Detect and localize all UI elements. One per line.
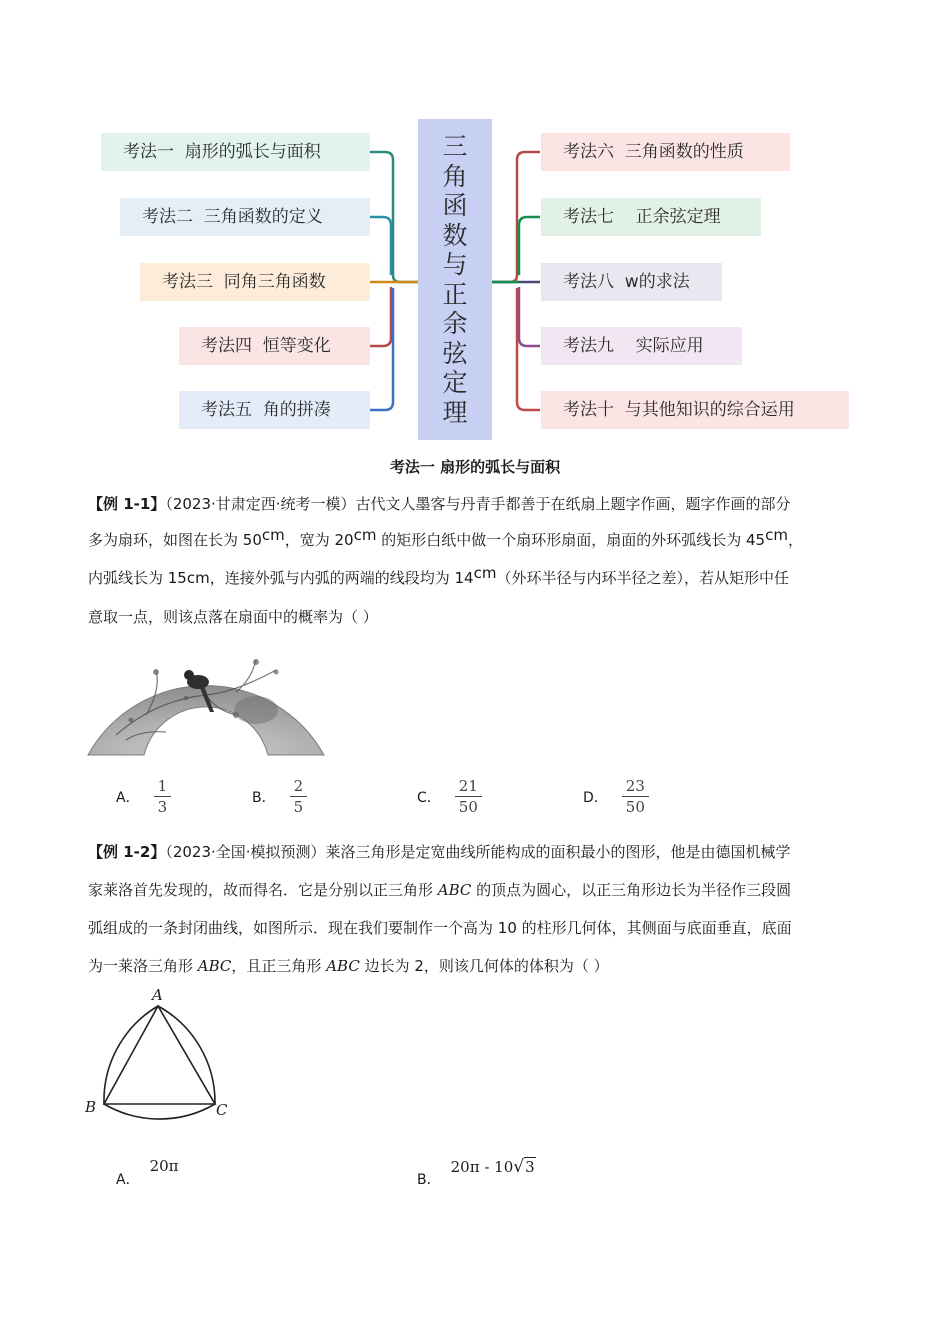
example2-option-b[interactable]	[417, 1157, 536, 1189]
example1-text-2a: 多为扇环，如图在长为 50	[88, 531, 262, 549]
vertex-b: B	[85, 1098, 97, 1116]
example1-option-c[interactable]	[417, 777, 480, 816]
vertex-a: A	[152, 986, 163, 1004]
example1-line4	[88, 600, 868, 634]
mindmap-left-label-3: 考法三 同角三角函数	[162, 272, 326, 292]
inner-triangle	[104, 1006, 215, 1104]
mindmap-left-label-4: 考法四 恒等变化	[201, 336, 331, 356]
center-char: 与	[442, 250, 468, 279]
numerator: 2	[293, 777, 304, 795]
example1-text-1: 古代文人墨客与丹青手都善于在纸扇上题字作画，题字作画的部分	[355, 495, 791, 513]
center-char: 数	[442, 220, 468, 250]
unit-cm: cm	[765, 526, 788, 544]
example2-option-a[interactable]	[116, 1157, 179, 1189]
center-char: 定	[442, 368, 468, 397]
connector-right-5	[517, 288, 540, 410]
example1-option-a[interactable]	[116, 777, 169, 816]
mindmap-right-label-3: 考法八 w的求法	[563, 272, 690, 292]
center-char: 余	[442, 309, 468, 338]
mindmap-right-item-1	[541, 133, 790, 171]
example2-text-4a: 为一莱洛三角形	[88, 957, 198, 975]
mindmap-left-item-1	[101, 133, 370, 171]
option-expression: 20π	[149, 1157, 179, 1175]
mindmap-right-item-2	[541, 198, 761, 236]
unit-cm: cm	[353, 526, 377, 544]
mindmap-right-label-4: 考法九 实际应用	[563, 336, 704, 356]
mindmap-left-item-5	[179, 391, 370, 429]
example1-option-b[interactable]	[252, 777, 305, 816]
connector-right-2	[519, 217, 540, 275]
option-letter: B．	[417, 1172, 441, 1188]
example1-source: （2023·甘肃定西·统考一模）	[165, 495, 356, 513]
example1-text-2b: ，宽为 20	[284, 531, 354, 549]
denominator: 50	[625, 798, 645, 816]
example2-text-3: 弧组成的一条封闭曲线，如图所示．现在我们要制作一个高为 10 的柱形几何体，其侧面与底面垂直，底面	[88, 919, 792, 937]
triangle-abc: ABC	[197, 957, 232, 975]
option-fraction	[624, 777, 647, 816]
example2-tag: 【例 1-2】	[88, 843, 166, 861]
numerator: 23	[625, 777, 645, 795]
example1-text-4: 意取一点，则该点落在扇面中的概率为（ ）	[88, 608, 378, 626]
example2-text-1: 莱洛三角形是定宽曲线所能构成的面积最小的图形，他是由德国机械学	[325, 843, 791, 861]
mindmap-right-label-5: 考法十 与其他知识的综合运用	[563, 400, 795, 420]
connector-right-4	[519, 287, 540, 346]
center-char: 理	[442, 397, 468, 427]
vertex-c: C	[216, 1101, 228, 1119]
example2-text-4c: 边长为 2，则该几何体的体积为（ ）	[359, 957, 609, 975]
mindmap-right-item-3	[541, 263, 722, 301]
mindmap-left-item-3	[140, 263, 370, 301]
example2-line4	[88, 949, 868, 983]
denominator: 5	[293, 798, 304, 816]
connector-left-4	[370, 287, 391, 346]
example1-option-d[interactable]	[583, 777, 647, 816]
option-letter: A．	[116, 789, 140, 806]
example2-line2	[88, 873, 868, 907]
example1-line1	[88, 487, 868, 521]
center-char: 函	[442, 191, 468, 220]
mindmap-right-item-4	[541, 327, 742, 365]
center-char: 角	[442, 161, 468, 191]
option-expression	[451, 1157, 536, 1177]
flower-blob	[234, 696, 278, 724]
example1-text-2c: 的矩形白纸中做一个扇环形扇面，扇面的外环弧线长为 45	[376, 531, 766, 549]
mindmap-center	[418, 119, 492, 440]
numerator: 21	[458, 777, 478, 795]
option-letter: C．	[417, 789, 441, 806]
example2-text-4b: ，且正三角形	[231, 957, 327, 975]
unit-cm: cm	[261, 526, 285, 544]
option-letter: A．	[116, 1172, 140, 1188]
root-value: 3	[525, 1158, 535, 1176]
mindmap-left-label-1: 考法一 扇形的弧长与面积	[123, 142, 321, 162]
example2-text-2a: 家莱洛首先发现的，故而得名．它是分别以正三角形	[88, 881, 438, 899]
section-heading: 考法一 扇形的弧长与面积	[389, 458, 561, 476]
center-char: 三	[442, 132, 468, 161]
connector-left-5	[370, 288, 393, 410]
example1-text-2d: ，	[787, 531, 803, 549]
option-fraction	[156, 777, 170, 816]
center-char: 正	[442, 279, 468, 309]
example2-line3	[88, 911, 868, 945]
mindmap-right-item-5	[541, 391, 849, 429]
example2-source: （2023·全国·模拟预测）	[165, 843, 326, 861]
mindmap-left-label-2: 考法二 三角函数的定义	[142, 207, 323, 227]
denominator: 50	[458, 798, 478, 816]
option-letter: B．	[252, 789, 276, 806]
reuleaux-curve	[104, 1006, 215, 1119]
mindmap-left-label-5: 考法五 角的拼凑	[201, 400, 331, 420]
triangle-abc: ABC	[437, 881, 472, 899]
example1-line2	[88, 523, 868, 557]
denominator: 3	[157, 798, 168, 816]
numerator: 1	[157, 777, 168, 795]
sqrt-icon: √	[513, 1157, 525, 1177]
option-fraction	[457, 777, 480, 816]
connector-left-2	[370, 217, 391, 275]
example1-line3	[88, 561, 868, 595]
example1-text-3a: 内弧线长为 15cm，连接外弧与内弧的两端的线段均为 14	[88, 569, 474, 587]
mindmap-left-item-4	[179, 327, 370, 365]
fan-painting-image	[86, 640, 326, 758]
unit-cm: cm	[473, 564, 497, 582]
example1-tag: 【例 1-1】	[88, 495, 166, 513]
mindmap-right-label-1: 考法六 三角函数的性质	[563, 142, 744, 162]
center-char: 弦	[442, 338, 468, 368]
option-fraction	[292, 777, 306, 816]
example1-text-3b: （外环半径与内环半径之差），若从矩形中任	[496, 569, 789, 587]
mindmap-left-item-2	[120, 198, 370, 236]
reuleaux-triangle-figure	[84, 985, 234, 1120]
mindmap-right-label-2: 考法七 正余弦定理	[563, 207, 721, 227]
example2-text-2b: 的顶点为圆心，以正三角形边长为半径作三段圆	[471, 881, 792, 899]
example2-line1	[88, 835, 868, 869]
triangle-abc: ABC	[326, 957, 360, 975]
option-letter: D．	[583, 789, 608, 806]
expression-text: 20π - 10	[450, 1158, 514, 1176]
